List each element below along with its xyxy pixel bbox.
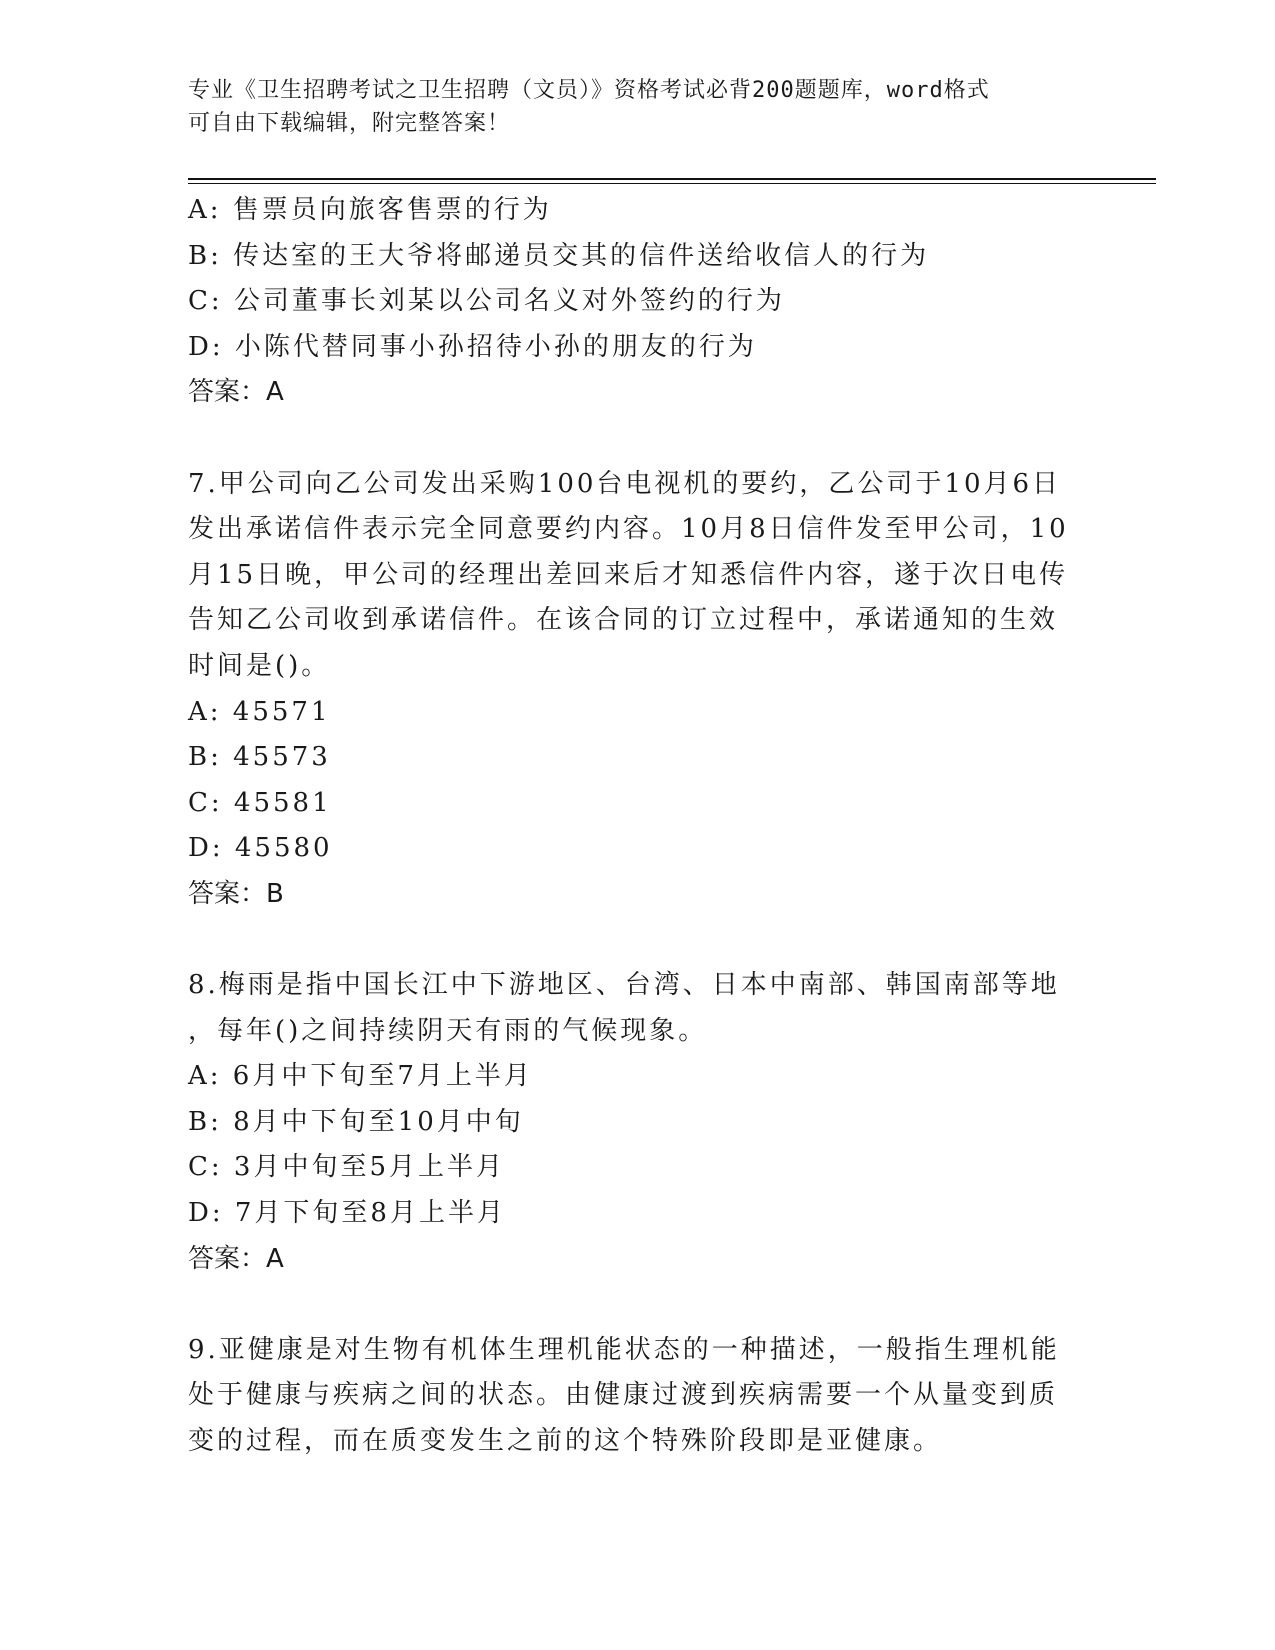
question-text-line: 月15日晚，甲公司的经理出差回来后才知悉信件内容，遂于次日电传 [188, 559, 1069, 590]
option-d: D: 45580 [188, 833, 333, 864]
question-text-line: 变的过程，而在质变发生之前的这个特殊阶段即是亚健康。 [188, 1426, 943, 1457]
answer: 答案：B [188, 878, 284, 909]
option-c: C: 3月中旬至5月上半月 [188, 1152, 506, 1183]
question-6 [188, 188, 1088, 416]
option-c: C: 公司董事长刘某以公司名义对外签约的行为 [188, 286, 785, 317]
header-line-1: 专业《卫生招聘考试之卫生招聘（文员）》资格考试必背200题题库，word格式 [188, 78, 990, 103]
option-c: C: 45581 [188, 787, 332, 818]
question-text-line: ，每年()之间持续阴天有雨的气候现象。 [188, 1015, 708, 1046]
question-text-line: 8.梅雨是指中国长江中下游地区、台湾、日本中南部、韩国南部等地 [188, 970, 1060, 1001]
answer: 答案：A [188, 1243, 284, 1274]
question-text-line: 时间是()。 [188, 650, 331, 681]
answer: 答案：A [188, 377, 284, 408]
spacer [188, 1282, 1088, 1328]
question-7 [188, 462, 1088, 918]
question-9 [188, 1328, 1088, 1465]
document-header [188, 74, 1068, 140]
question-text-line: 处于健康与疾病之间的状态。由健康过渡到疾病需要一个从量变到质 [188, 1380, 1059, 1411]
header-divider-thick [188, 178, 1156, 180]
question-text-line: 发出承诺信件表示完全同意要约内容。10月8日信件发至甲公司，10 [188, 514, 1069, 545]
spacer [188, 416, 1088, 462]
option-a: A: 6月中下旬至7月上半月 [188, 1061, 533, 1092]
option-b: B: 8月中下旬至10月中旬 [188, 1106, 524, 1137]
option-b: B: 传达室的王大爷将邮递员交其的信件送给收信人的行为 [188, 240, 930, 271]
header-line-2: 可自由下载编辑，附完整答案！ [188, 111, 511, 136]
option-a: A: 售票员向旅客售票的行为 [188, 195, 552, 225]
header-divider-thin [188, 183, 1156, 184]
question-text-line: 告知乙公司收到承诺信件。在该合同的订立过程中，承诺通知的生效 [188, 605, 1059, 636]
option-d: D: 小陈代替同事小孙招待小孙的朋友的行为 [188, 331, 757, 362]
option-b: B: 45573 [188, 742, 331, 773]
question-text-line: 7.甲公司向乙公司发出采购100台电视机的要约，乙公司于10月6日 [188, 468, 1062, 499]
question-text-line: 9.亚健康是对生物有机体生理机能状态的一种描述，一般指生理机能 [188, 1334, 1060, 1365]
question-8 [188, 963, 1088, 1282]
option-d: D: 7月下旬至8月上半月 [188, 1198, 506, 1229]
question-content [188, 188, 1088, 1465]
option-a: A: 45571 [188, 696, 331, 727]
spacer [188, 918, 1088, 964]
